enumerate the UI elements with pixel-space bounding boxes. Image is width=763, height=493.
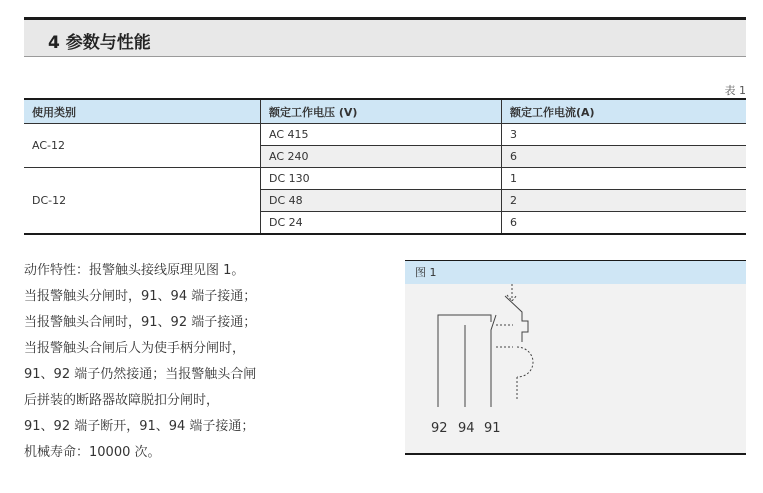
voltage-cell: DC 130 bbox=[261, 168, 502, 190]
table-row bbox=[24, 124, 746, 146]
terminal-label: 91 bbox=[484, 421, 501, 436]
table-header-row bbox=[24, 99, 746, 124]
header-usage-category: 使用类别 bbox=[24, 99, 261, 124]
figure-body bbox=[405, 284, 746, 453]
description-line: 91、92 端子仍然接通；当报警触头合闸 bbox=[24, 367, 257, 382]
usage-category-cell: AC-12 bbox=[32, 139, 65, 152]
figure-title: 图 1 bbox=[405, 260, 746, 284]
wiring-figure bbox=[405, 260, 746, 455]
current-cell: 3 bbox=[502, 124, 747, 146]
current-cell: 6 bbox=[502, 212, 747, 235]
terminal-91-wire bbox=[491, 315, 496, 407]
voltage-cell: DC 48 bbox=[261, 190, 502, 212]
terminal-label: 92 bbox=[431, 421, 448, 436]
current-cell: 6 bbox=[502, 146, 747, 168]
trip-coil-arc bbox=[517, 347, 533, 377]
action-description bbox=[24, 258, 354, 466]
description-line: 动作特性：报警触头接线原理见图 1。 bbox=[24, 263, 245, 278]
description-line: 后拼装的断路器故障脱扣分闸时， bbox=[24, 393, 220, 408]
section-title: 4 参数与性能 bbox=[48, 33, 151, 53]
description-line: 机械寿命：10000 次。 bbox=[24, 445, 161, 460]
current-cell: 1 bbox=[502, 168, 747, 190]
parameters-table bbox=[24, 98, 746, 235]
voltage-cell: DC 24 bbox=[261, 212, 502, 235]
contact-wiring-diagram bbox=[405, 284, 746, 453]
description-line: 91、92 端子断开，91、94 端子接通； bbox=[24, 419, 255, 434]
trip-linkage bbox=[505, 296, 528, 342]
section-header bbox=[24, 17, 746, 57]
header-rated-voltage: 额定工作电压 (V) bbox=[261, 99, 502, 124]
voltage-cell: AC 415 bbox=[261, 124, 502, 146]
description-line: 当报警触头合闸时，91、92 端子接通； bbox=[24, 315, 257, 330]
table-row bbox=[24, 168, 746, 190]
voltage-cell: AC 240 bbox=[261, 146, 502, 168]
header-rated-current: 额定工作电流(A) bbox=[502, 99, 747, 124]
current-cell: 2 bbox=[502, 190, 747, 212]
description-line: 当报警触头分闸时，91、94 端子接通； bbox=[24, 289, 257, 304]
description-line: 当报警触头合闸后人为使手柄分闸时， bbox=[24, 341, 246, 356]
terminal-label: 94 bbox=[458, 421, 475, 436]
table-caption: 表 1 bbox=[724, 84, 746, 97]
usage-category-cell: DC-12 bbox=[24, 168, 261, 235]
